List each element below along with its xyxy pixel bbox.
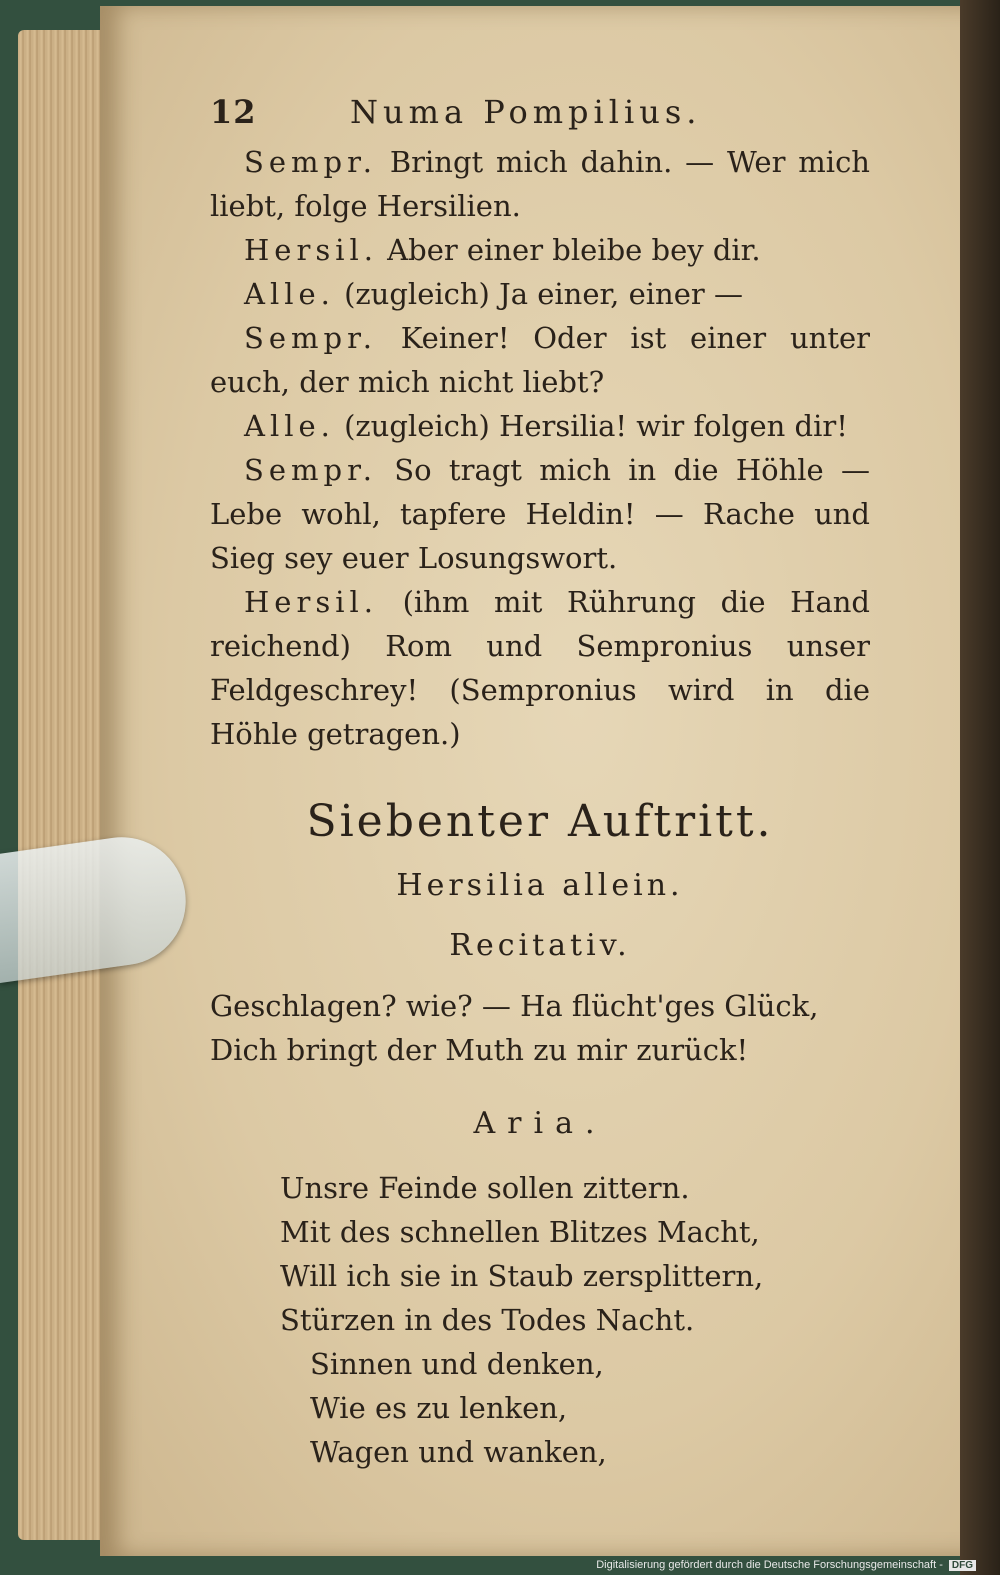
aria-line: Sinnen und denken, <box>310 1347 604 1381</box>
page-header <box>210 90 870 140</box>
speaker-name: Alle. <box>244 409 335 443</box>
speech-line <box>210 580 870 756</box>
speech-line <box>210 316 870 404</box>
running-title: Numa Pompilius. <box>350 93 702 131</box>
speech-text: Bringt mich dahin. — Wer mich liebt, folge Hersilien. <box>210 145 870 223</box>
page-text <box>210 90 870 1474</box>
speaker-name: Hersil. <box>244 585 378 619</box>
credit-text: Digitalisierung gefördert durch die Deutsche Forschungsgemeinschaft - <box>596 1559 943 1571</box>
speech-line <box>210 404 870 448</box>
page-number: 12 <box>210 93 257 131</box>
speech-text: Keiner! Oder ist einer unter euch, der mich nicht liebt? <box>210 321 870 399</box>
scene-subheading: Hersilia allein. <box>396 868 684 903</box>
book-cover-edge <box>960 0 1000 1575</box>
speech-line <box>210 140 870 228</box>
speech-text: (zugleich) Hersilia! wir folgen dir! <box>334 409 848 443</box>
aria-line: Stürzen in des Todes Nacht. <box>280 1303 695 1337</box>
speech-line <box>210 272 870 316</box>
speech-text: So tragt mich in die Höhle — Lebe wohl, tapfere Heldin! — Rache und Sieg sey euer Losungswort. <box>210 453 870 575</box>
speech-text: (ihm mit Rührung die Hand reichend) Rom und Sempronius unser Feldgeschrey! (Sempronius wird in die Höhle getragen.) <box>210 585 870 751</box>
aria-line: Wagen und wanken, <box>310 1435 607 1469</box>
speaker-name: Alle. <box>244 277 335 311</box>
speech-line <box>210 228 870 272</box>
speaker-name: Sempr. <box>244 145 377 179</box>
aria-line: Unsre Feinde sollen zittern. <box>280 1171 690 1205</box>
speech-text: Aber einer bleibe bey dir. <box>377 233 761 267</box>
aria-line: Mit des schnellen Blitzes Macht, <box>280 1215 760 1249</box>
scene-heading: Siebenter Auftritt. <box>306 796 774 847</box>
speaker-name: Sempr. <box>244 321 377 355</box>
digitization-credit <box>596 1559 976 1571</box>
recitativ-line: Geschlagen? wie? — Ha flücht'ges Glück, <box>210 989 819 1023</box>
dfg-logo: DFG <box>949 1560 976 1571</box>
recitativ-label: Recitativ. <box>449 928 631 963</box>
aria-label: Aria. <box>473 1106 607 1141</box>
speech-text: (zugleich) Ja einer, einer — <box>334 277 743 311</box>
aria-line: Will ich sie in Staub zersplittern, <box>280 1259 764 1293</box>
aria-line: Wie es zu lenken, <box>310 1391 568 1425</box>
recitativ-line: Dich bringt der Muth zu mir zurück! <box>210 1033 749 1067</box>
speaker-name: Sempr. <box>244 453 377 487</box>
speech-line <box>210 448 870 580</box>
speaker-name: Hersil. <box>244 233 378 267</box>
